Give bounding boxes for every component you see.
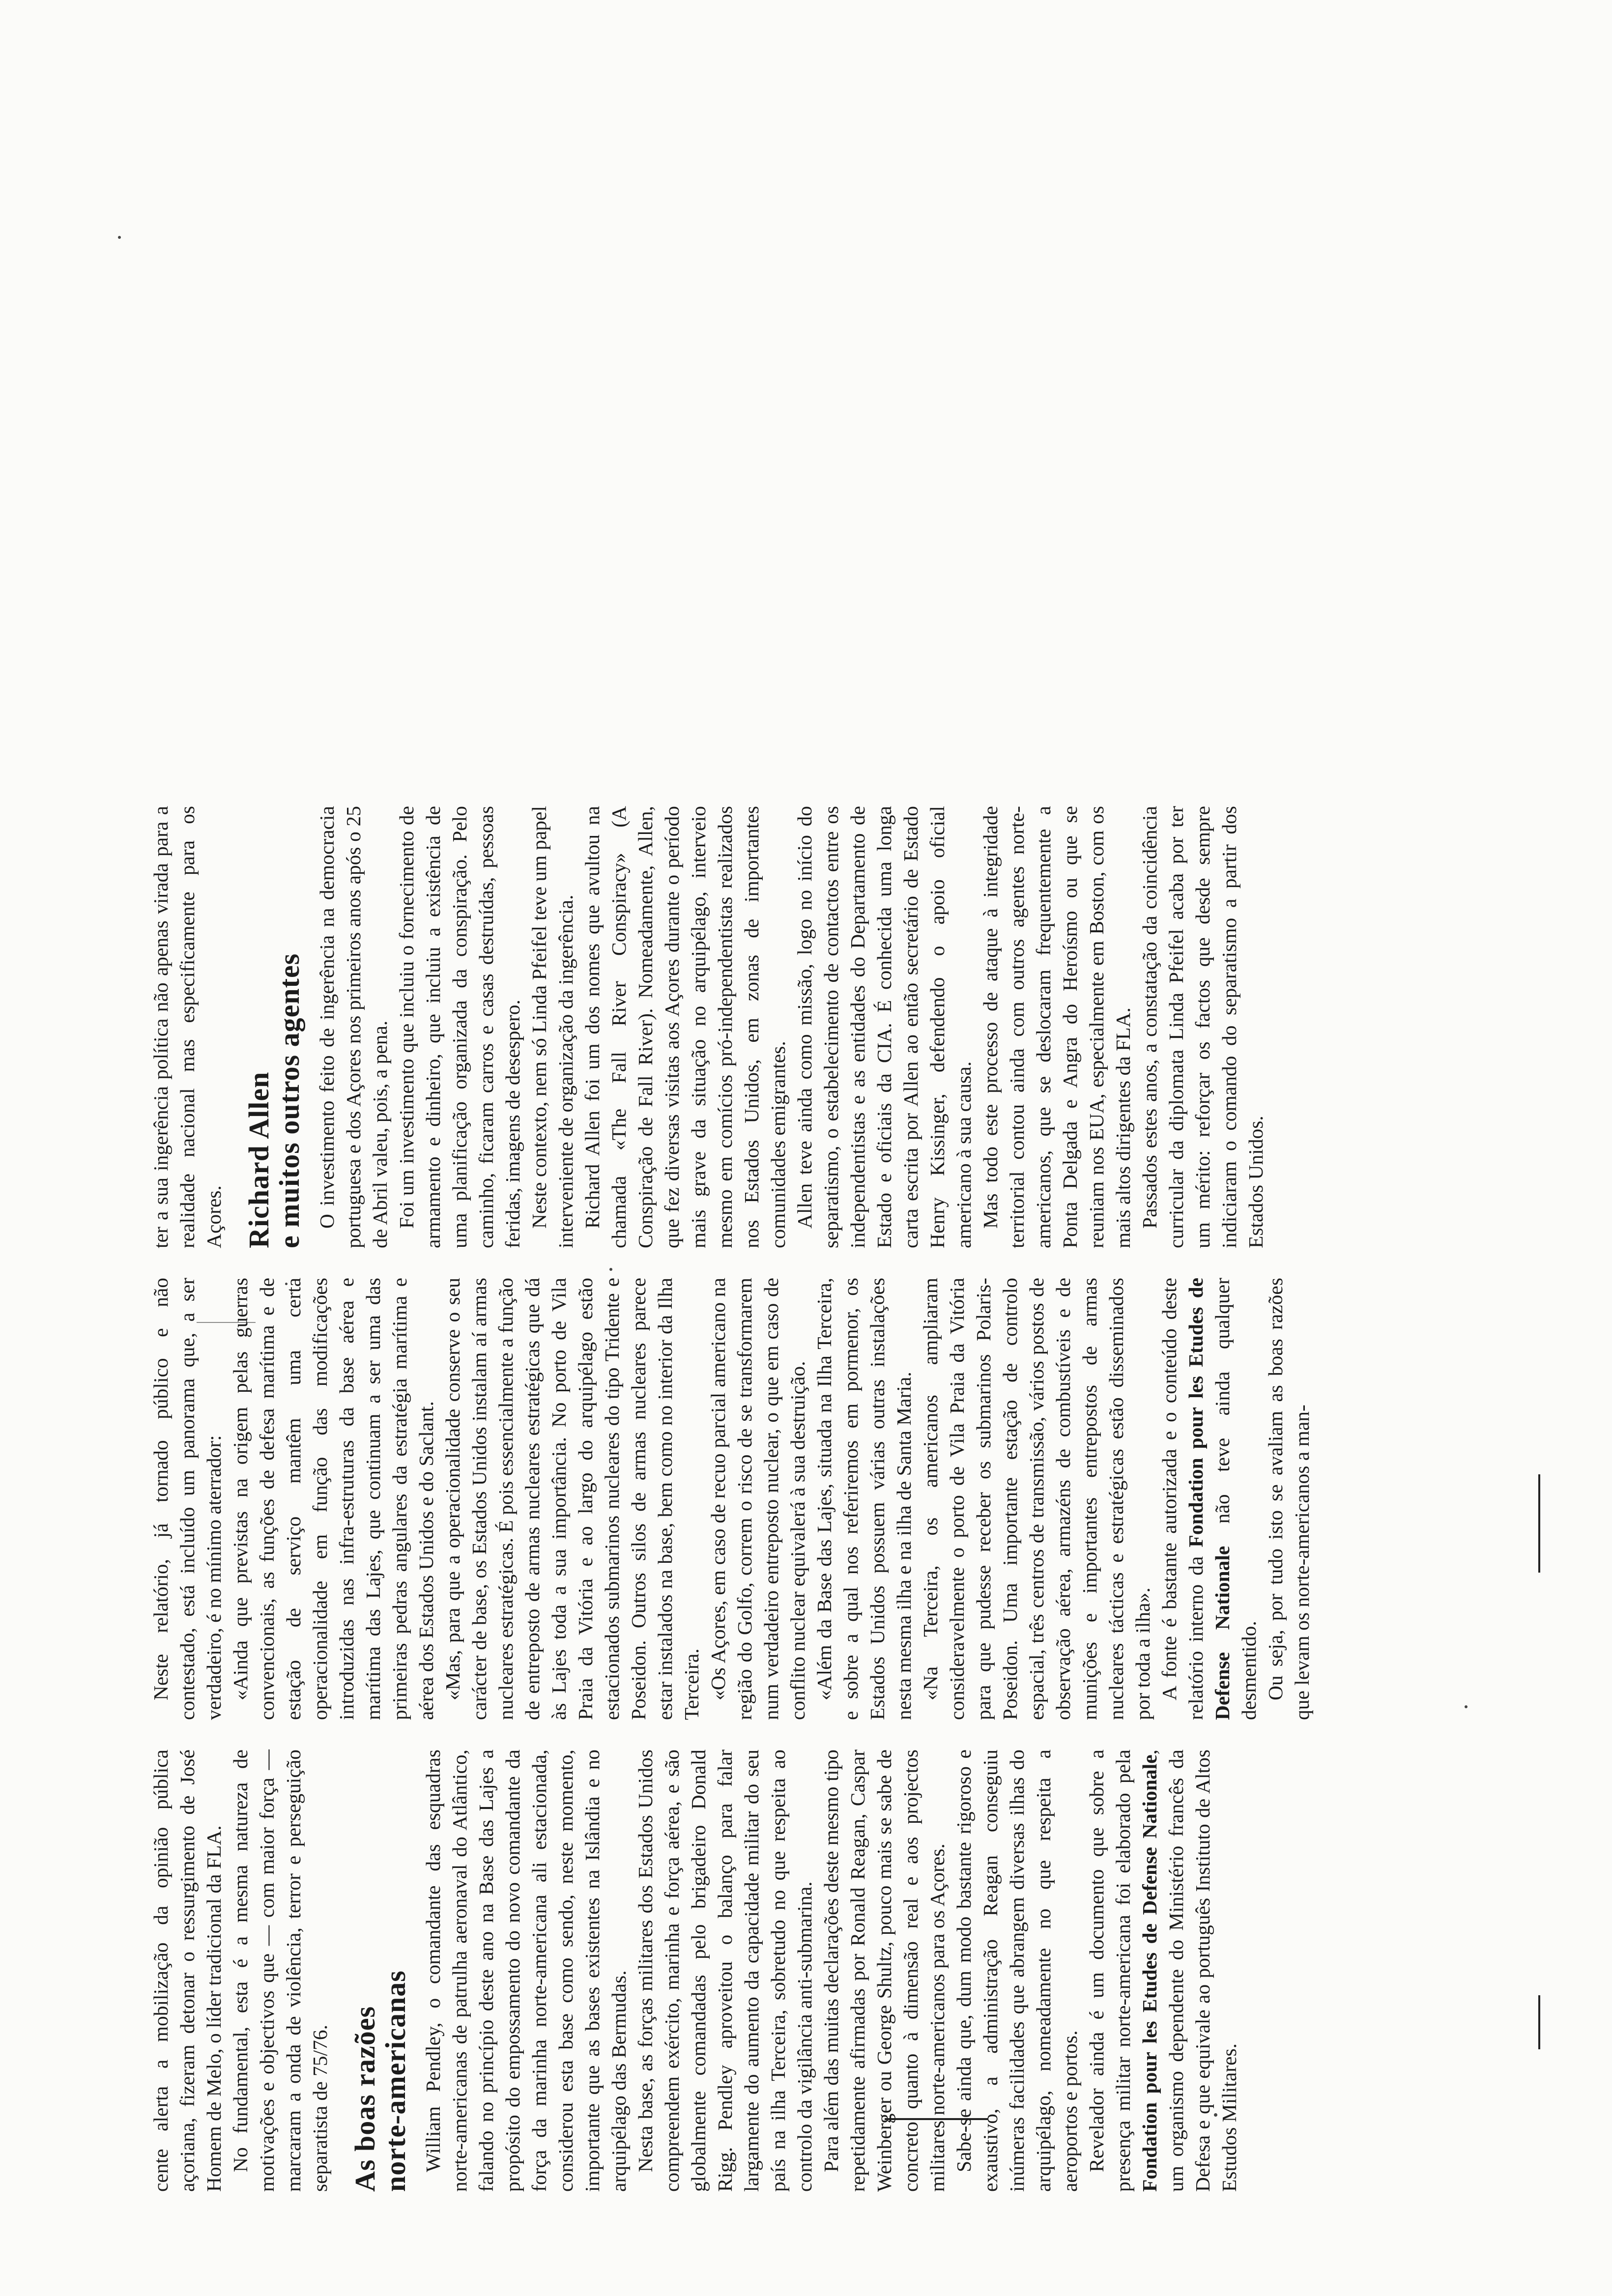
section-heading: [350, 1750, 411, 2192]
paragraph: «Na Terceira, os americanos ampliaram consideravelmente o porto de Vila Praia da Vitória para que pudesse receber os submarinos Polaris-Poseidon. Uma importante estação de controlo espacial, três centros de transmissão, vários postos de observação aérea, armazéns de combustíveis e de munições e importantes entrepostos de armas nucleares tácticas e estratégicas estão disseminados por toda a ilha».: [919, 1278, 1154, 1720]
section-heading-line: e muitos outros agentes: [273, 953, 305, 1248]
paragraph: «Os Açores, em caso de recuo parcial americano na região do Golfo, correm o risco de se transformarem num verdadeiro entreposto nuclear, o que em caso de conflito nuclear equivalerá à sua destruição.: [707, 1278, 809, 1720]
text-run: A fonte é bastante autorizada e o conteúdo deste relatório interno da: [1158, 1278, 1207, 1720]
paragraph: Neste relatório, já tornado público e não contestado, está incluído um panorama que, a ser verdadeiro, é no mínimo aterrador:: [149, 1278, 225, 1720]
paragraph: Ou seja, por tudo isto se avaliam as boas razões que levam os norte-americanos a man-: [1264, 1278, 1313, 1720]
paragraph: Para além das muitas declarações deste mesmo tipo repetidamente afirmadas por Ronald Reagan, Caspar Weinberger ou George Shultz, pouco mais se sabe de concreto quanto à dimensão real e aos projectos militares norte-americanos para os Açores.: [820, 1750, 949, 2192]
bold-organisation-name: Fondation pour les Etudes de Defense Nationale: [1184, 1278, 1234, 1720]
text-run: não teve ainda qualquer desmentido.: [1211, 1278, 1260, 1720]
paragraph: cente alerta a mobilização da opinião pública açoriana, fizeram detonar o ressurgimento de José Homem de Melo, o líder tradicional da FLA.: [149, 1750, 225, 2192]
paragraph: Allen teve ainda como missão, logo no início do separatismo, o estabelecimento de contactos entre os independentistas e as entidades do Departamento de Estado e oficiais da CIA. É conhecida uma longa carta escrita por Allen ao então secretário de Estado Henry Kissinger, defendendo o apoio oficial americano à sua causa.: [793, 806, 975, 1248]
section-heading: [244, 806, 305, 1248]
scan-speck: [118, 236, 121, 239]
paragraph: Passados estes anos, a constatação da coincidência curricular da diplomata Linda Pfeifel acaba por ter um mérito: reforçar os factos que desde sempre indiciaram o comando do separatismo a partir dos Estados Unidos.: [1138, 806, 1267, 1248]
paragraph: William Pendley, o comandante das esquadras norte-americanas de patrulha aeronaval do Atlântico, falando no princípio deste ano na Base das Lajes a propósito do empossamento do novo comandante da força da marinha norte-americana ali estacionada, considerou esta base como sendo, neste momento, importante que as bases existentes na Islândia e no arquipélago das Bermudas.: [422, 1750, 630, 2192]
paragraph: [1083, 1750, 1242, 2192]
paragraph: «Além da Base das Lajes, situada na Ilha Terceira, e sobre a qual nos referiremos em pormenor, os Estados Unidos possuem várias outras instalações nesta mesma ilha e na ilha de Santa Maria.: [813, 1278, 915, 1720]
paragraph: [1156, 1278, 1262, 1720]
text-run: Revelador ainda é um documento que sobre a presença militar norte-americana foi elaborado pela: [1085, 1750, 1134, 2192]
section-heading-line: Richard Allen: [243, 1071, 275, 1248]
section-heading-line: norte-americanas: [379, 1970, 411, 2192]
paragraph: No fundamental, esta é a mesma natureza de motivações e objectivos que — com maior força — marcaram a onda de violência, terror e perseguição separatista de 75/76.: [229, 1750, 331, 2192]
paragraph: Neste contexto, nem só Linda Pfeifel teve um papel interveniente de organização da ingerência.: [528, 806, 577, 1248]
paragraph: Mas todo este processo de ataque à integridade territorial contou ainda com outros agentes norte-americanos, que se deslocaram frequentemente a Ponta Delgada e Angra do Heroísmo ou que se reuniam nos EUA, especialmente em Boston, com os mais altos dirigentes da FLA.: [979, 806, 1134, 1248]
paragraph: Nesta base, as forças militares dos Estados Unidos compreendem exército, marinha e força aérea, e são globalmente comandadas pelo brigadeiro Donald Rigg. Pendley aproveitou o balanço para falar largamente do aumento da capacidade militar do seu país na ilha Terceira, sobretudo no que respeita ao controlo da vigilância anti-submarina.: [634, 1750, 816, 2192]
bold-organisation-name: Fondation pour les Etudes de Defense Nationale: [1138, 1754, 1161, 2192]
scan-rule: [1538, 1995, 1540, 2049]
paragraph: Foi um investimento que incluiu o fornecimento de armamento e dinheiro, que incluiu a existência de uma planificação organizada da conspiração. Pelo caminho, ficaram carros e casas destruídas, pessoas feridas, imagens de desespero.: [395, 806, 524, 1248]
section-heading-line: As boas razões: [349, 2006, 381, 2192]
rotated-newspaper-page: [147, 315, 1494, 2192]
paragraph: «Mas, para que a operacionalidade conserve o seu carácter de base, os Estados Unidos instalam aí armas nucleares estratégicas. É pois essencialmente a função de entreposto de armas nucleares estratégicas que dá às Lajes toda a sua importância. No porto de Vila Praia da Vitória e ao largo do arquipélago estão estacionados submarinos nucleares do tipo Tridente e Poseidon. Outros silos de armas nucleares parece estar instalados na base, bem como no interior da Ilha Terceira.: [441, 1278, 703, 1720]
paragraph: Richard Allen foi um dos nomes que avultou na chamada «The Fall River Conspiracy» (A Conspiração de Fall River). Nomeadamente, Allen, que fez diversas visitas aos Açores durante o período mais grave da situação no arquipélago, interveio mesmo em comícios pró-independentistas realizados nos Estados Unidos, em zonas de importantes comunidades emigrantes.: [581, 806, 789, 1248]
article-column-1: [147, 1750, 1494, 2192]
article-column-2: [147, 1278, 1494, 1720]
paragraph: ter a sua ingerência política não apenas virada para a realidade nacional mas especificamente para os Açores.: [149, 806, 225, 1248]
paragraph: «Ainda que previstas na origem pelas guerras convencionais, as funções de defesa marítima e de estação de serviço mantêm uma certa operacionalidade em função das modificações introduzidas nas infra-estruturas da base aérea e marítima das Lajes, que continuam a ser uma das primeiras pedras angulares da estratégia marítima e aérea dos Estados Unidos e do Saclant.: [229, 1278, 437, 1720]
paragraph: O investimento feito de ingerência na democracia portuguesa e dos Açores nos primeiros anos após o 25 de Abril valeu, pois, a pena.: [316, 806, 391, 1248]
paragraph: Sabe-se ainda que, dum modo bastante rigoroso e exaustivo, a administração Reagan conseguiu inúmeras facilidades que abrangem diversas ilhas do arquipélago, nomeadamente no que respeita a aeroportos e portos.: [952, 1750, 1081, 2192]
text-run: , um organismo dependente do Ministério francês da Defesa e que equivale ao português Instituto de Altos Estudos Militares.: [1138, 1750, 1240, 2192]
scan-rule: [1538, 1474, 1540, 1573]
article-column-3: [147, 806, 1494, 1248]
